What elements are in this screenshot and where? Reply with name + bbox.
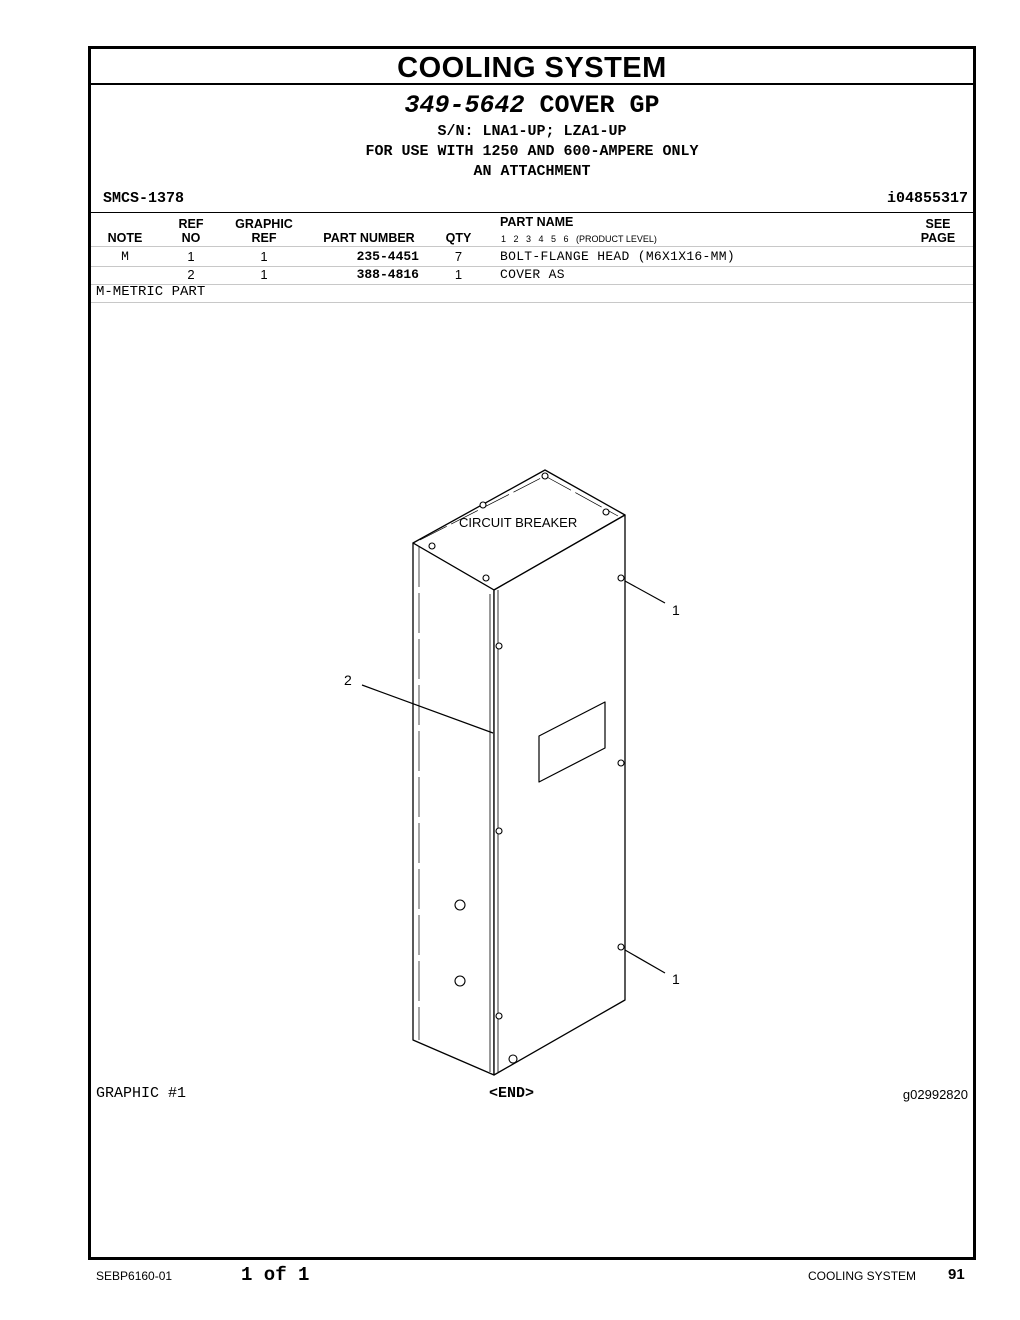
page-frame (88, 46, 976, 1260)
section-title: COOLING SYSTEM (91, 49, 973, 85)
header-divider (91, 212, 973, 213)
header-ref-bottom: NO (181, 231, 201, 245)
metric-footnote: M-METRIC PART (96, 284, 206, 300)
row-ref-no: 1 (187, 249, 195, 264)
graphic-code: g02992820 (902, 1087, 968, 1102)
header-graphic-bottom: REF (251, 231, 277, 245)
row-part-number: 388-4816 (356, 267, 419, 282)
header-qty: QTY (445, 231, 472, 245)
footer-doc-number: SEBP6160-01 (96, 1269, 173, 1283)
row-note: M (121, 249, 129, 264)
header-graphic-top: GRAPHIC (235, 217, 293, 231)
smcs-code: SMCS-1378 (103, 190, 185, 207)
header-part-name: PART NAME (500, 215, 574, 229)
footnote-divider (91, 302, 973, 303)
row-note (105, 265, 145, 284)
footer-page-of: 1 of 1 (241, 1264, 310, 1286)
header-ref-top: REF (178, 217, 204, 231)
group-name: COVER GP (539, 91, 660, 120)
group-title (91, 93, 973, 119)
header-part-number: PART NUMBER (323, 231, 415, 245)
table-row (91, 246, 973, 267)
row-qty: 7 (454, 249, 463, 264)
row-part-name: COVER AS (500, 267, 565, 282)
footer-page-number: 91 (948, 1266, 965, 1283)
row-part-number: 235-4451 (356, 249, 419, 264)
usage-line-2: AN ATTACHMENT (473, 163, 591, 180)
row-ref-no: 2 (187, 267, 195, 282)
usage-line-1: FOR USE WITH 1250 AND 600-AMPERE ONLY (365, 143, 699, 160)
graphic-label: GRAPHIC #1 (96, 1085, 187, 1102)
end-marker: <END> (489, 1085, 535, 1102)
group-part-number: 349-5642 (404, 91, 525, 120)
circuit-breaker-label: CIRCUIT BREAKER (459, 515, 578, 530)
row-graphic-ref: 1 (260, 267, 268, 282)
serial-numbers: S/N: LNA1-UP; LZA1-UP (437, 123, 627, 140)
header-see-bottom: PAGE (920, 231, 956, 245)
row-graphic-ref: 1 (260, 249, 268, 264)
row-qty: 1 (454, 267, 463, 282)
callout-2: 2 (344, 672, 352, 688)
callout-1-lower: 1 (672, 971, 680, 987)
illustration-id: i04855317 (886, 190, 968, 207)
header-note: NOTE (107, 231, 143, 245)
header-see-top: SEE (925, 217, 951, 231)
row-part-name: BOLT-FLANGE HEAD (M6X1X16-MM) (500, 249, 735, 264)
table-row (91, 265, 973, 285)
callout-1-upper: 1 (672, 602, 680, 618)
header-product-levels: 1 2 3 4 5 6 (PRODUCT LEVEL) (501, 234, 657, 244)
footer-section: COOLING SYSTEM (808, 1269, 917, 1283)
